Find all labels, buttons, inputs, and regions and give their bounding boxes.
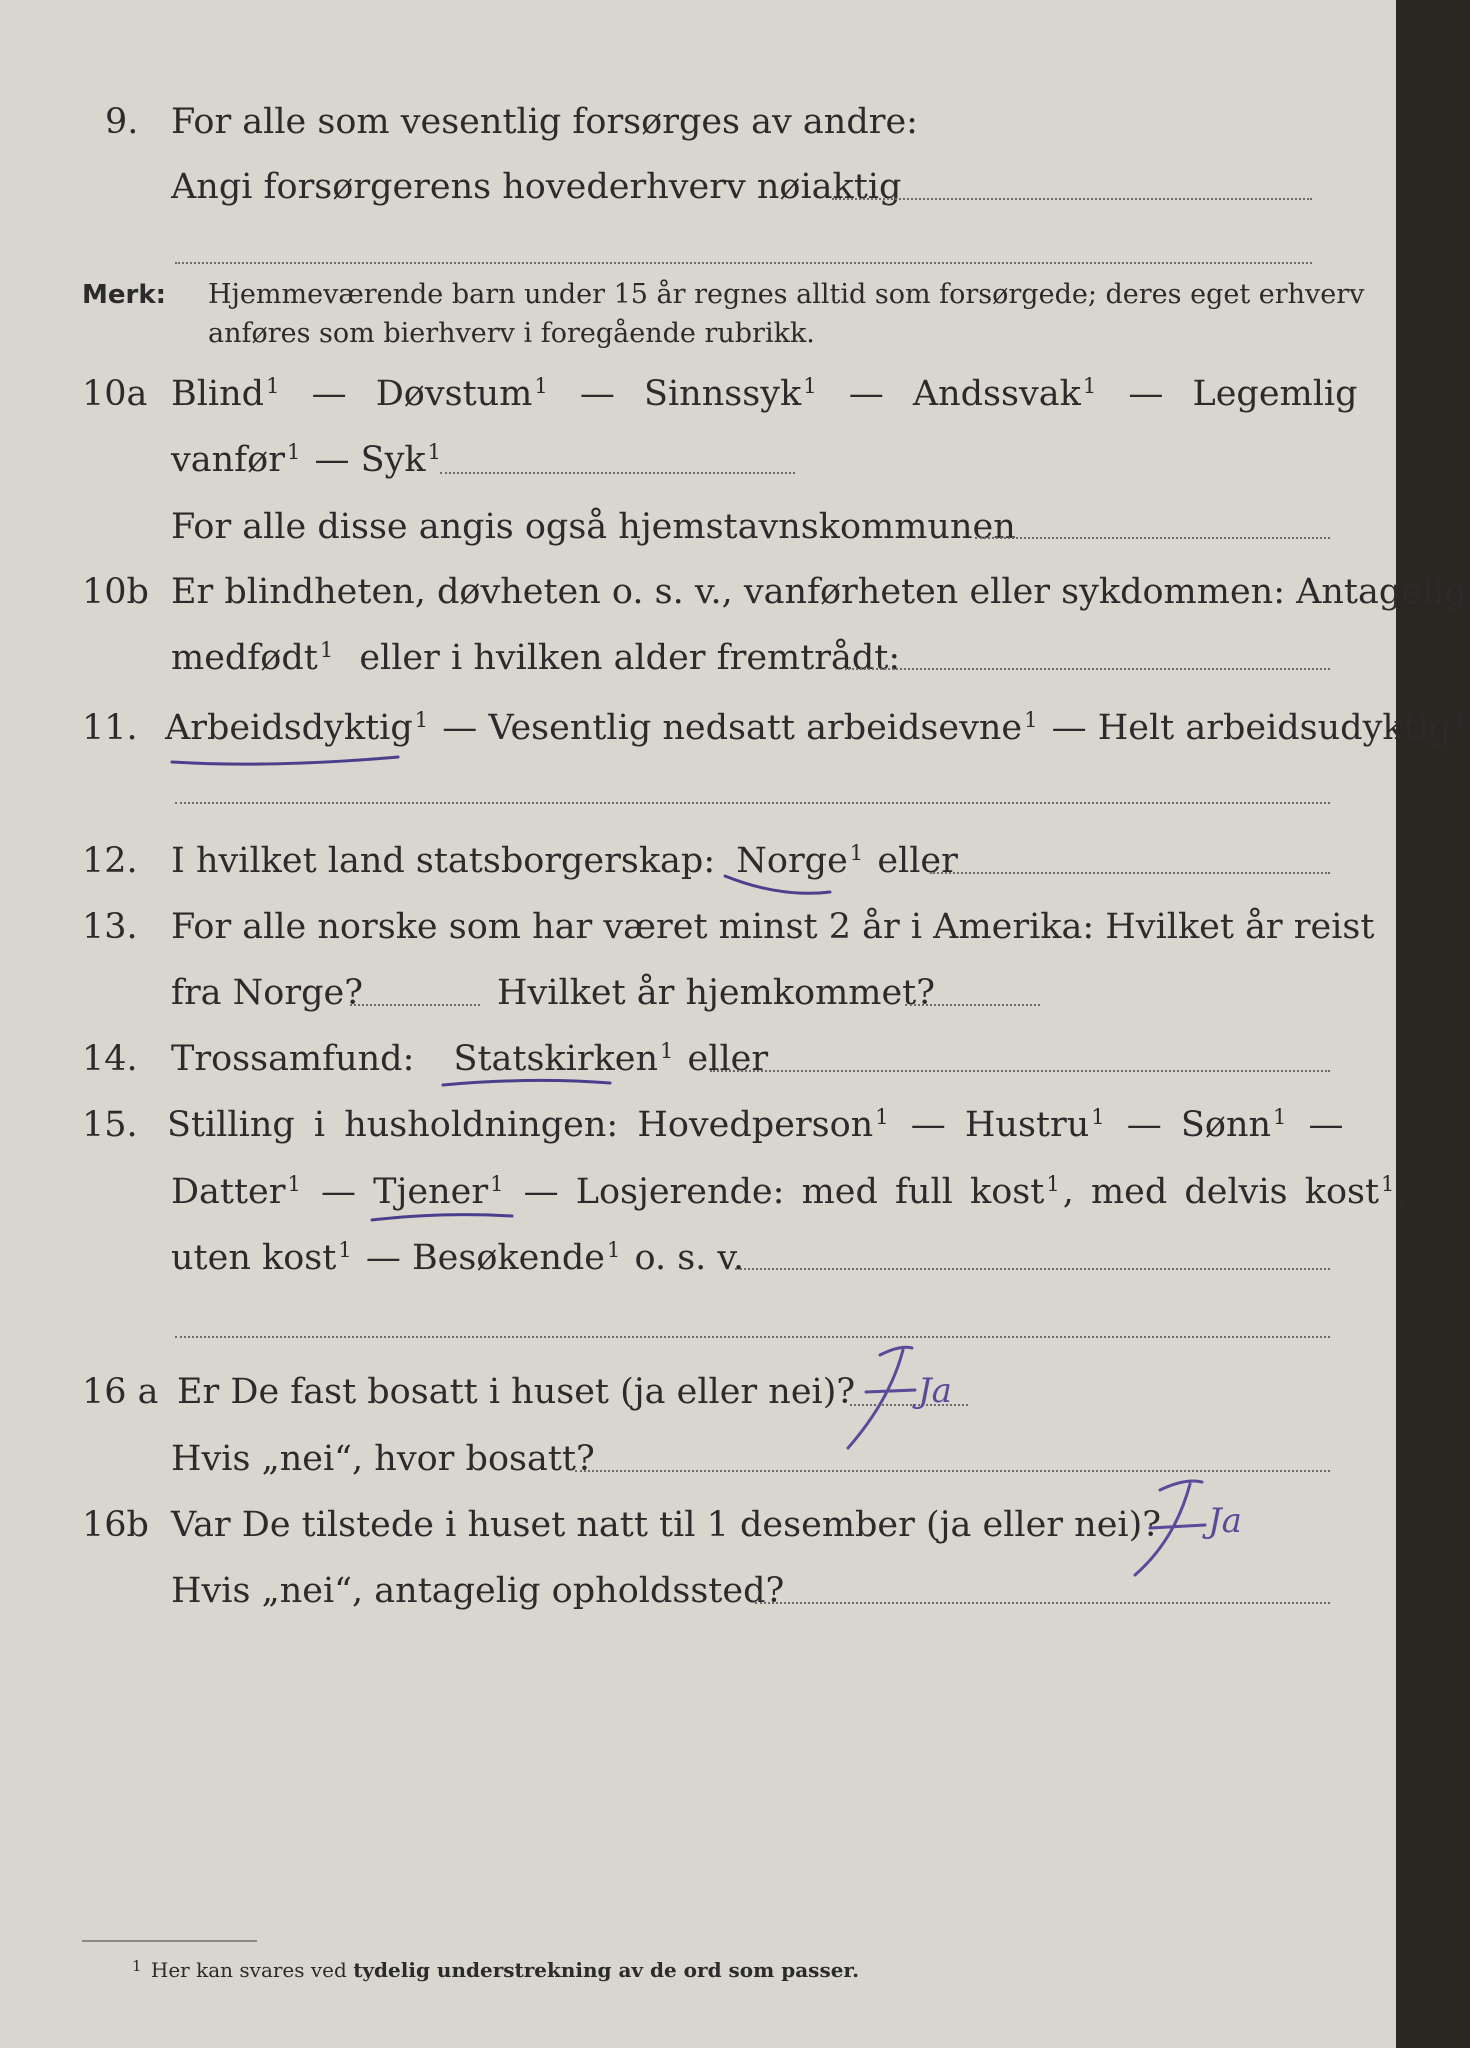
q9-line1: For alle som vesentlig forsørges av andre: [171, 102, 918, 142]
q12-question: I hvilket land statsborgerskap: [171, 841, 716, 881]
opt-sinnssyk: — Sinnssyk [579, 374, 802, 414]
opt-andssvak: — Andssvak [848, 374, 1081, 414]
dash: — [1308, 1105, 1344, 1145]
merk-line1: Hjemmeværende barn under 15 år regnes alltid som forsørgede; deres eget erhverv [208, 279, 1365, 310]
underline-tjener [372, 1215, 512, 1220]
underline-statskirken [443, 1080, 610, 1085]
q13-line2a: fra Norge? [171, 973, 363, 1013]
footnote-text: Her kan svares ved [150, 1958, 347, 1982]
q9-line2: Angi forsørgerens hovederhverv nøiaktig [171, 167, 902, 207]
opt-arbeidsdyktig: Arbeidsdyktig [165, 708, 413, 748]
q16a-number: 16 a [82, 1372, 159, 1412]
merk-label: Merk: [82, 280, 167, 310]
q13-line1: For alle norske som har været minst 2 år i Amerika: Hvilket år reist [171, 907, 1375, 947]
q12-line: I hvilket land statsborgerskap: Norge$^1$ eller [171, 841, 958, 881]
q15-line3: uten kost$^1$ — Besøkende$^1$ o. s. v. [171, 1238, 745, 1278]
osv: o. s. v. [634, 1238, 745, 1278]
q16a-line1: Er De fast bosatt i huset (ja eller nei)? [177, 1372, 856, 1412]
footnote-bold: tydelig understrekning av de ord som passer. [353, 1958, 860, 1982]
q13-line2b: Hvilket år hjemkommet? [497, 973, 936, 1013]
opt-medfodt: medfødt [171, 638, 318, 678]
opt-dovstum: — Døvstum [311, 374, 533, 414]
opt-uten-kost: uten kost [171, 1238, 337, 1278]
underline-arbeidsdyktig [172, 757, 398, 764]
answer-16a-mark [848, 1347, 915, 1448]
opt-vanfor: vanfør [171, 440, 285, 480]
q16b-line1: Var De tilstede i huset natt til 1 desember (ja eller nei)? [171, 1505, 1162, 1545]
q13-number: 13. [82, 907, 138, 947]
opt-nedsatt: — Vesentlig nedsatt arbeidsevne [442, 708, 1023, 748]
q9-number: 9. [105, 102, 139, 142]
opt-sonn: — Sønn [1126, 1105, 1272, 1145]
opt-statskirken: Statskirken [453, 1039, 659, 1079]
opt-hustru: — Hustru [910, 1105, 1090, 1145]
q11-line: Arbeidsdyktig$^1$ — Vesentlig nedsatt arbeidsevne$^1$ — Helt arbeidsudyktig$^1$ [165, 708, 1467, 748]
q14-eller: eller [687, 1039, 769, 1079]
q10a-line3: For alle disse angis også hjemstavnskommunen [171, 507, 1016, 547]
q14-line: Trossamfund: Statskirken$^1$ eller [171, 1039, 769, 1079]
opt-legemlig: — Legemlig [1128, 374, 1358, 414]
q10a-number: 10a [82, 374, 148, 414]
answer-16b-mark [1135, 1481, 1205, 1575]
opt-syk: — Syk [314, 440, 426, 480]
answer-16a: Ja [918, 1371, 952, 1411]
q10a-line1: Blind$^1$ — Døvstum$^1$ — Sinnssyk$^1$ — Andssvak$^1$ — Legemlig [171, 374, 1358, 414]
opt-full-kost: — Losjerende: med full kost [523, 1172, 1045, 1212]
q15-number: 15. [82, 1105, 138, 1145]
opt-datter: Datter [171, 1172, 286, 1212]
opt-udyktig: — Helt arbeidsudyktig [1051, 708, 1452, 748]
q16b-number: 16b [82, 1505, 149, 1545]
q10b-line2: medfødt$^1$ eller i hvilken alder fremtrådt: [171, 638, 901, 678]
q10a-line2: vanfør$^1$ — Syk$^1$ [171, 440, 441, 480]
opt-tjener: — Tjener [321, 1172, 489, 1212]
q11-number: 11. [82, 708, 138, 748]
answer-16b: Ja [1208, 1501, 1242, 1541]
q15-line1: Stilling i husholdningen: Hovedperson$^1$ — Hustru$^1$ — Sønn$^1$ — [167, 1105, 1344, 1145]
q10b-line1: Er blindheten, døvheten o. s. v., vanførheten eller sykdommen: Antagelig [171, 572, 1467, 612]
q10b-line2-text: eller i hvilken alder fremtrådt: [359, 638, 901, 678]
q10b-number: 10b [82, 572, 149, 612]
footnote: $^1$ Her kan svares ved tydelig understrekning av de ord som passer. [132, 1957, 860, 1982]
opt-norge: Norge [736, 841, 848, 881]
merk-line2: anføres som bierhverv i foregående rubrikk. [208, 318, 815, 349]
q14-number: 14. [82, 1039, 138, 1079]
q16b-line2: Hvis „nei“, antagelig opholdssted? [171, 1571, 785, 1611]
opt-besokende: — Besøkende [365, 1238, 605, 1278]
q12-number: 12. [82, 841, 138, 881]
opt-blind: Blind [171, 374, 265, 414]
q16a-line2: Hvis „nei“, hvor bosatt? [171, 1439, 595, 1479]
opt-delvis-kost: , med delvis kost [1062, 1172, 1380, 1212]
q12-eller: eller [877, 841, 958, 881]
q14-question: Trossamfund: [171, 1039, 415, 1079]
underline-norge [725, 876, 830, 893]
opt-hovedperson: Stilling i husholdningen: Hovedperson [167, 1105, 874, 1145]
q15-line2: Datter$^1$ — Tjener$^1$ — Losjerende: med full kost$^1$, med delvis kost$^1$, [171, 1172, 1409, 1212]
